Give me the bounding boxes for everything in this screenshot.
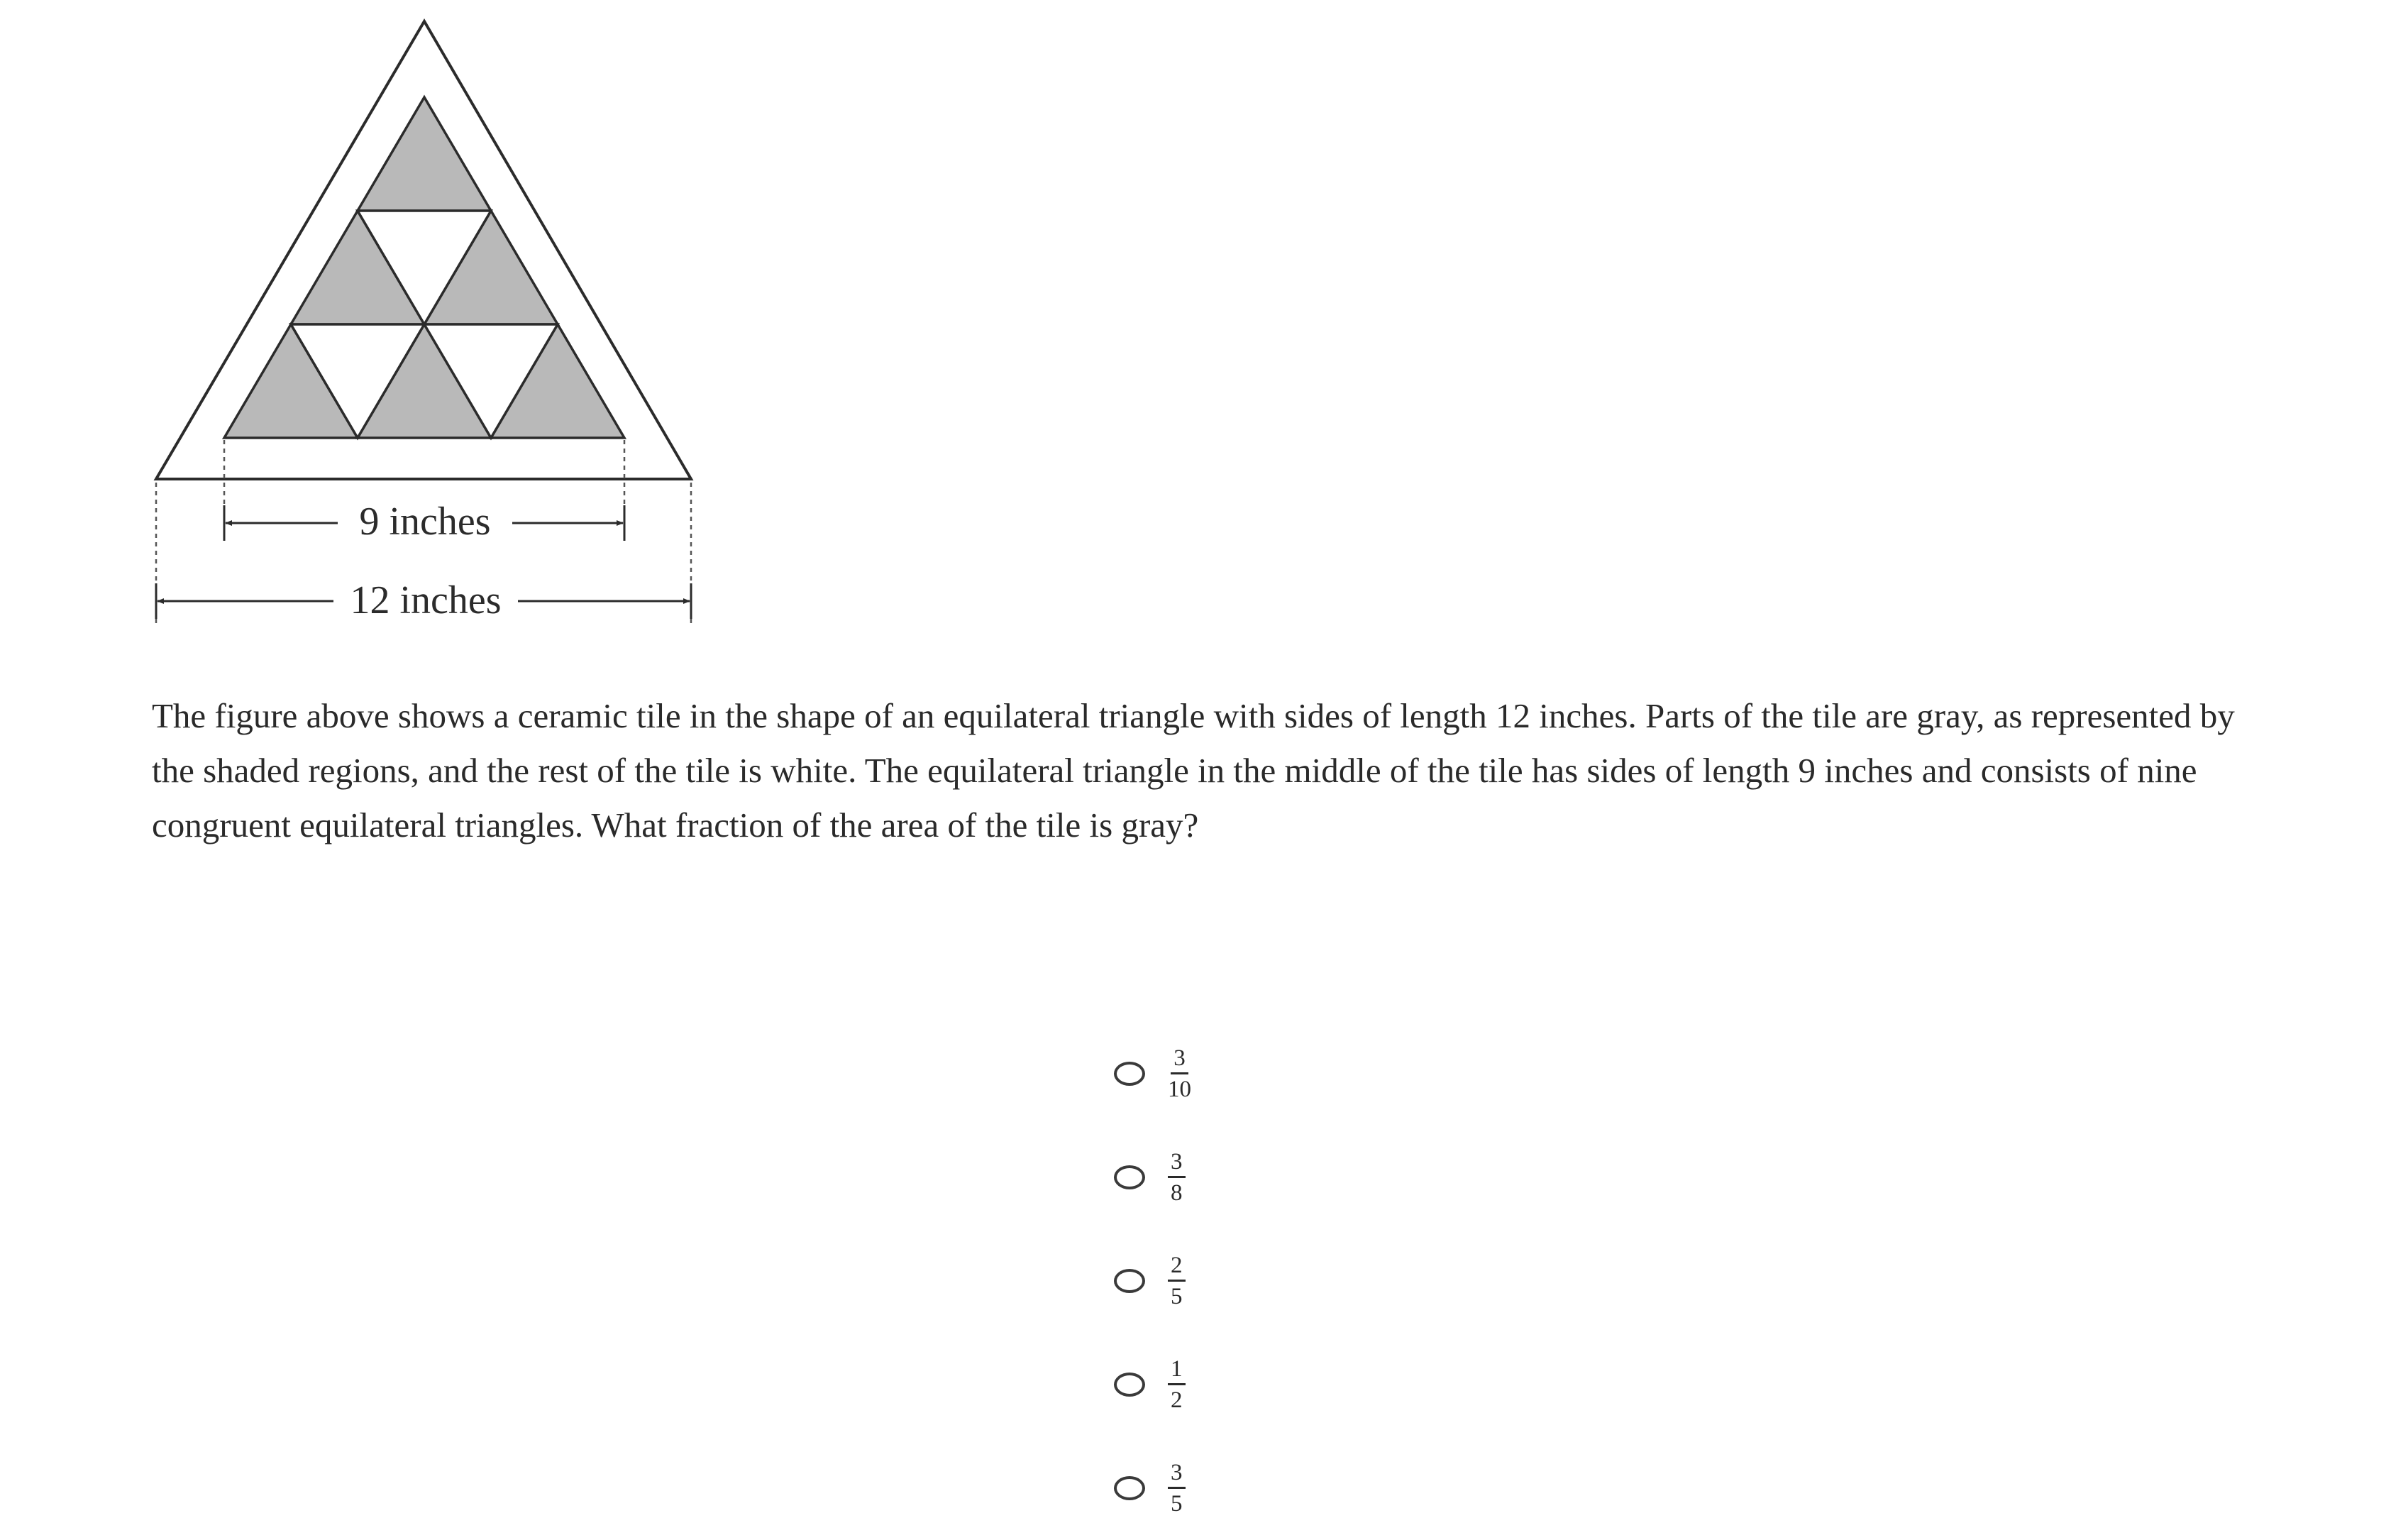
answer-choices	[1114, 1022, 1191, 1540]
fraction-denominator: 5	[1171, 1284, 1183, 1309]
label-outer-dimension: 12 inches	[350, 578, 502, 622]
fraction-denominator: 10	[1168, 1077, 1191, 1102]
radio-button-icon[interactable]	[1114, 1165, 1145, 1189]
fraction	[1168, 1045, 1191, 1102]
tile-diagram	[142, 14, 709, 632]
answer-choice-e[interactable]	[1114, 1436, 1191, 1540]
radio-button-icon[interactable]	[1114, 1269, 1145, 1293]
tile-figure	[142, 14, 709, 632]
fraction-denominator: 8	[1171, 1180, 1183, 1206]
fraction-numerator: 2	[1168, 1253, 1186, 1282]
fraction	[1168, 1356, 1186, 1413]
fraction-denominator: 2	[1171, 1387, 1183, 1413]
label-inner-dimension: 9 inches	[359, 500, 491, 544]
radio-button-icon[interactable]	[1114, 1373, 1145, 1397]
fraction-denominator: 5	[1171, 1491, 1183, 1517]
answer-choice-a[interactable]	[1114, 1022, 1191, 1126]
fraction-numerator: 3	[1168, 1460, 1186, 1489]
fraction-numerator: 3	[1171, 1045, 1188, 1074]
answer-choice-c[interactable]	[1114, 1229, 1191, 1333]
fraction-numerator: 1	[1168, 1356, 1186, 1385]
fraction-numerator: 3	[1168, 1149, 1186, 1178]
fraction	[1168, 1253, 1186, 1309]
question-text: The figure above shows a ceramic tile in the shape of an equilateral triangle with sides of length 12 inches. Parts of the tile are gray, as represented by the shaded regions, and the rest of the tile is white. The equilateral triangle in the middle of the tile has sides of length 9 inches and consists of nine congruent equilateral triangles. What fraction of the area of the tile is gray?	[152, 696, 2235, 845]
answer-choice-d[interactable]	[1114, 1333, 1191, 1436]
fraction	[1168, 1149, 1186, 1206]
fraction	[1168, 1460, 1186, 1517]
radio-button-icon[interactable]	[1114, 1062, 1145, 1086]
answer-choice-b[interactable]	[1114, 1126, 1191, 1229]
radio-button-icon[interactable]	[1114, 1476, 1145, 1500]
